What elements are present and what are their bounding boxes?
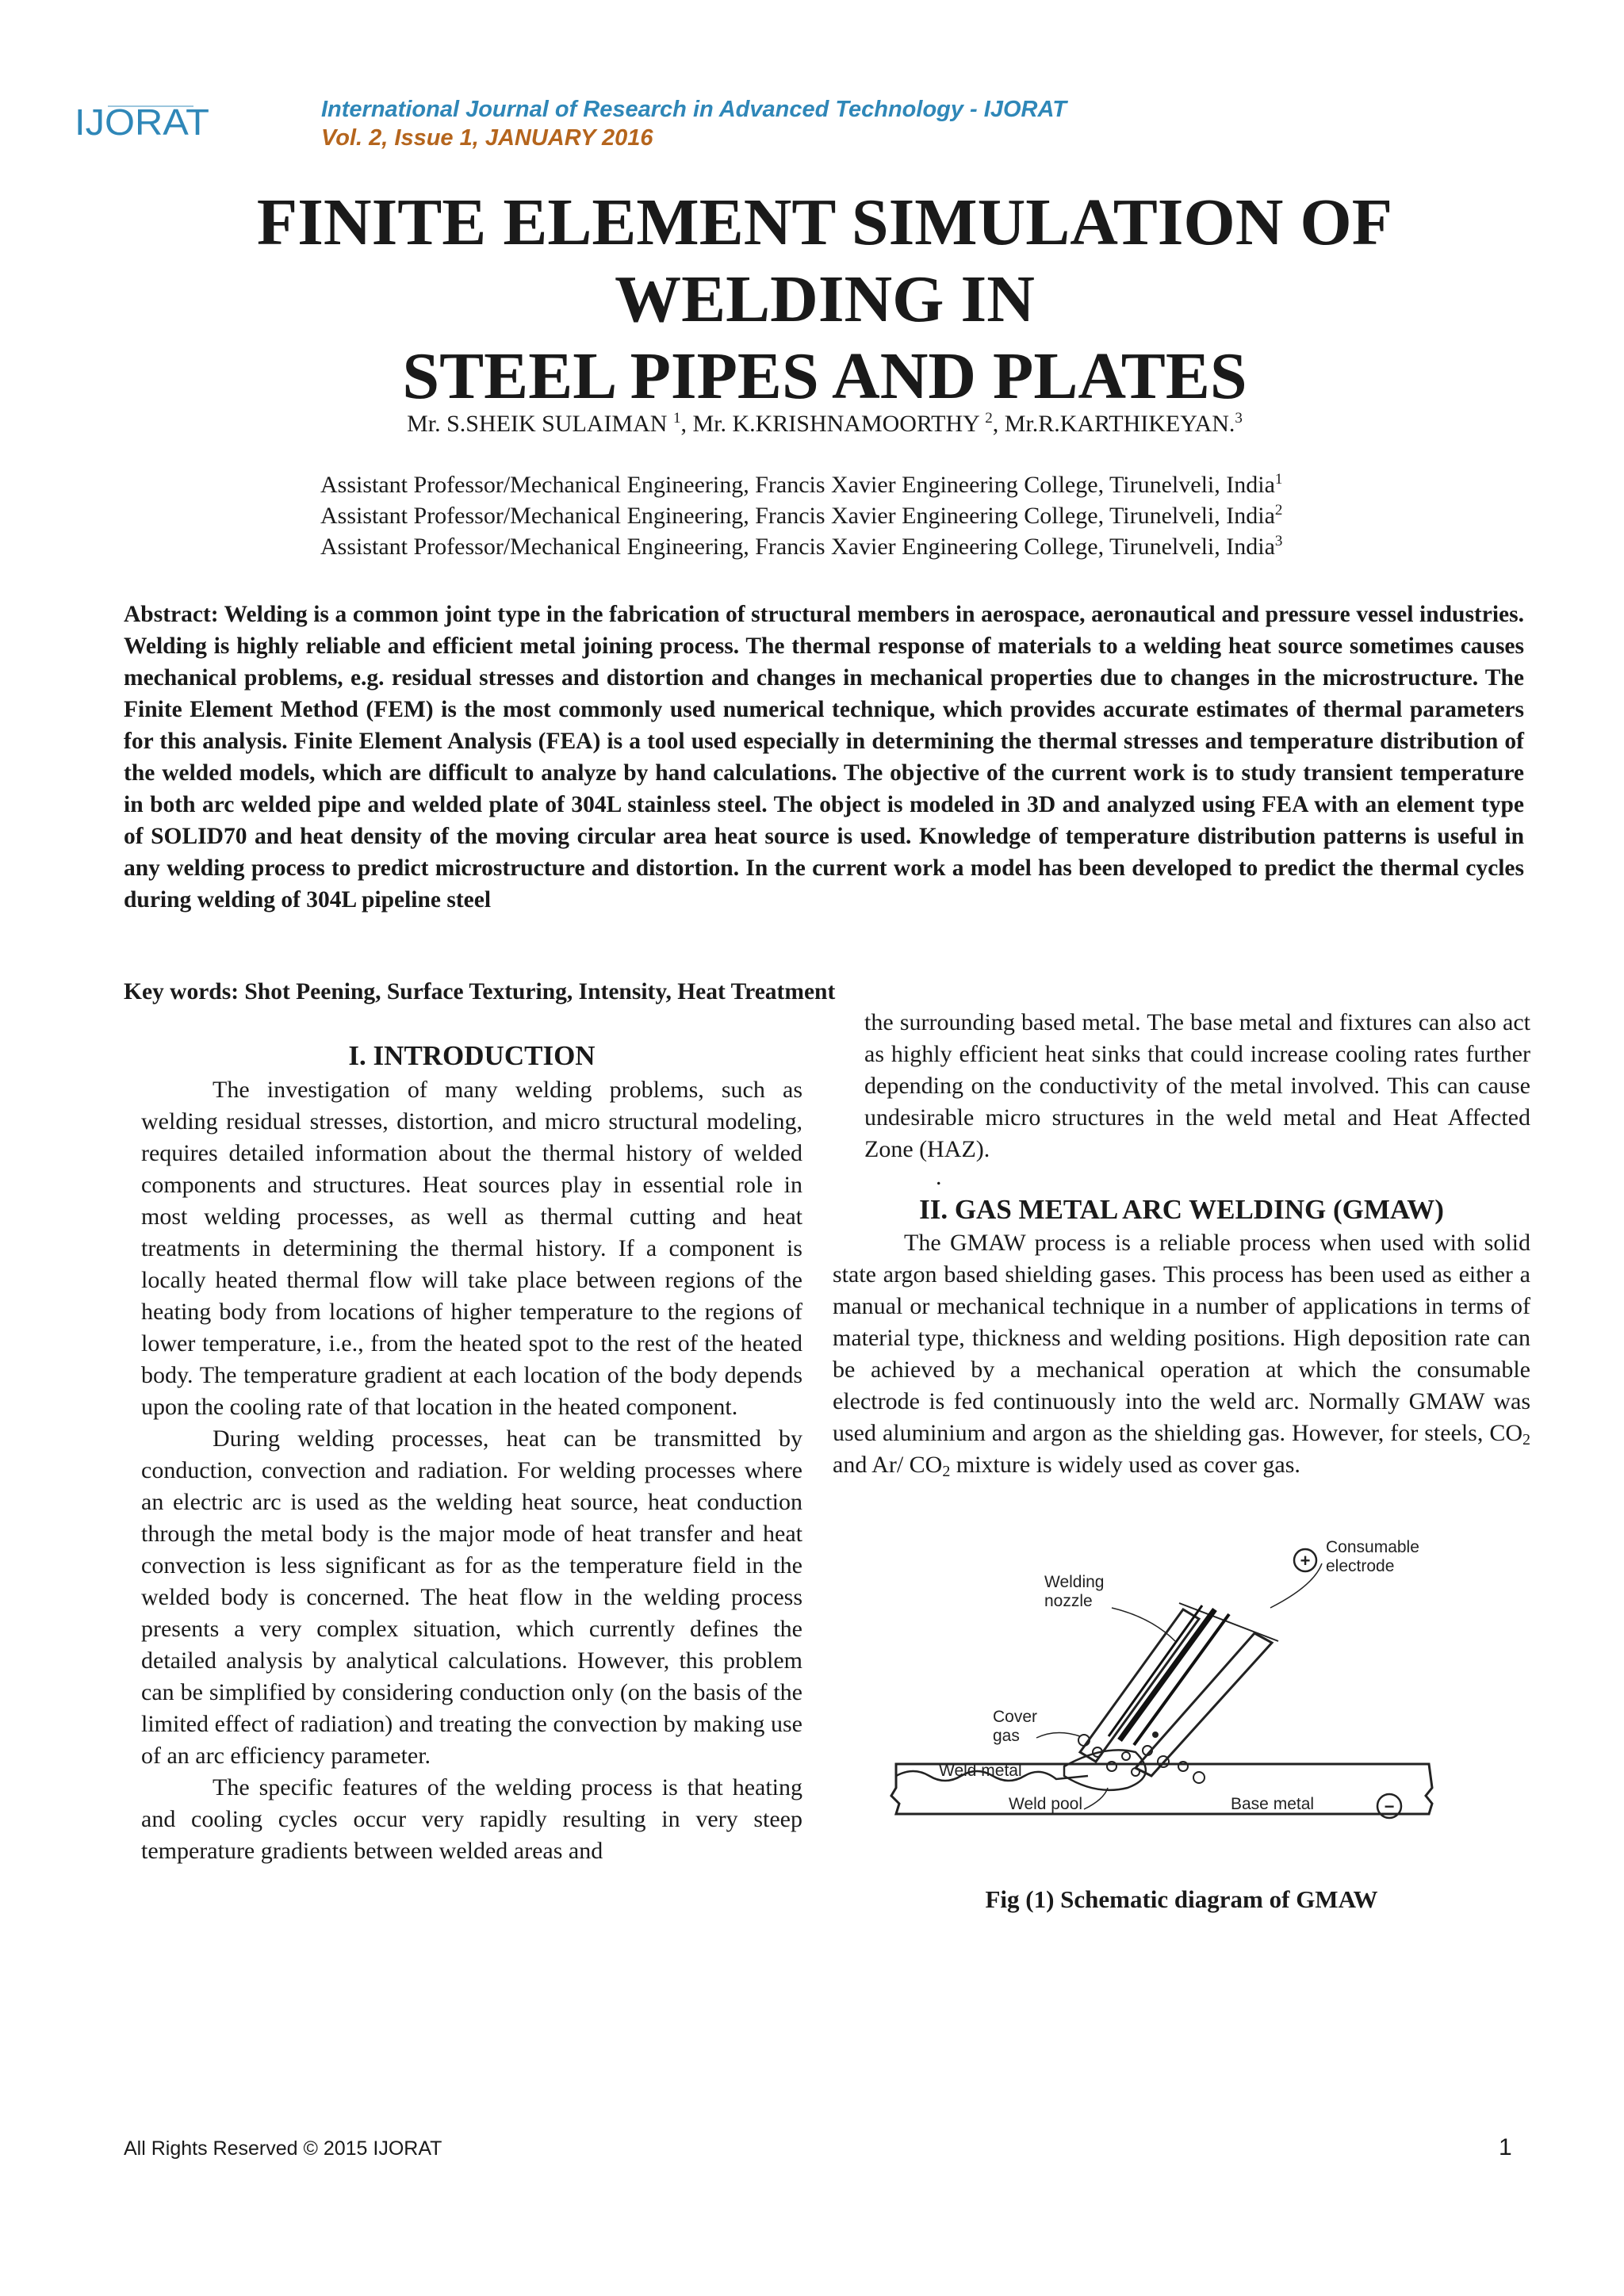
paragraph: During welding processes, heat can be transmitted by conduction, convection and radiation. For welding processes where an electric arc is used as the welding heat source, heat conduction through the metal body is the major mode of heat transfer and heat convection is less significant as for as the temperature field in the welded body is concerned. The heat flow in the welding process presents a very complex situation, which currently defines the detailed analysis by analytical calculations. However, this problem can be simplified by considering conduction only (on the basis of the limited effect of radiation) and treating the convection by making use of an arc efficiency parameter. — [141, 1425, 802, 1769]
figure-label: Consumable — [1326, 1538, 1419, 1556]
author-name: , Mr. K.KRISHNAMOORTHY — [680, 411, 986, 437]
title-line: FINITE ELEMENT SIMULATION OF — [256, 186, 1393, 259]
paragraph: The specific features of the welding process is that heating and cooling cycles occur very rapidly resulting in very steep temperature gradients between welded areas and — [141, 1774, 802, 1864]
journal-issue: Vol. 2, Issue 1, JANUARY 2016 — [321, 125, 653, 151]
figure-label: electrode — [1326, 1557, 1395, 1575]
title-line: STEEL PIPES AND PLATES — [402, 339, 1247, 413]
author-affiliation-mark: 2 — [985, 410, 993, 427]
author-name: Mr. S.SHEIK SULAIMAN — [407, 411, 673, 437]
figure-label: Base metal — [1231, 1795, 1315, 1813]
section-heading-introduction: I. INTRODUCTION — [348, 1040, 596, 1071]
gmaw-body — [833, 1227, 1530, 1481]
paragraph-text: The GMAW process is a reliable process when used with solid state argon based shielding gases. This process has been used as either a manual or mechanical technique in a number of applications in terms of material type, thickness and welding positions. High deposition rate can be achieved by a mechanical operation at which the consumable electrode is fed continuously into the weld arc. Normally GMAW was used aluminium and argon as the shielding gas. However, for steels, CO — [833, 1230, 1530, 1446]
figure-caption: Fig (1) Schematic diagram of GMAW — [985, 1885, 1378, 1913]
introduction-continuation: the surrounding based metal. The base metal and fixtures can also act as highly efficient heat sinks that could increase cooling rates further depending on the conductivity of the metal involved. This can cause undesirable micro structures in the weld metal and Heat Affected Zone (HAZ). — [864, 1009, 1530, 1162]
paragraph-text: and Ar/ CO — [833, 1452, 943, 1478]
figure-label: nozzle — [1044, 1592, 1093, 1610]
affiliation-line — [320, 469, 1282, 500]
author-name: , Mr.R.KARTHIKEYAN. — [992, 411, 1235, 437]
paper-title — [182, 184, 1467, 415]
gmaw-schematic-figure — [882, 1514, 1453, 1855]
figure-label: Weld metal — [939, 1762, 1022, 1780]
affiliation-mark: 3 — [1274, 533, 1283, 549]
author-affiliation-mark: 3 — [1235, 410, 1243, 427]
title-line: WELDING IN — [615, 262, 1035, 336]
journal-logo — [75, 94, 216, 149]
affiliation-mark: 1 — [1274, 471, 1283, 488]
subscript: 2 — [1522, 1431, 1530, 1448]
negative-terminal-symbol: − — [1384, 1797, 1395, 1816]
affiliation-line — [320, 531, 1282, 562]
affiliation-text: Assistant Professor/Mechanical Engineering, Francis Xavier Engineering College, Tirunelveli, India — [320, 503, 1275, 529]
page-number: 1 — [1499, 2134, 1512, 2160]
figure-label: Welding — [1044, 1573, 1105, 1591]
author-list — [182, 411, 1467, 438]
logo-text: IJORAT — [75, 101, 209, 143]
affiliation-text: Assistant Professor/Mechanical Engineering, Francis Xavier Engineering College, Tirunelveli, India — [320, 472, 1275, 498]
paragraph: The investigation of many welding problems, such as welding residual stresses, distortion, and micro structural modeling, requires detailed information about the thermal history of welded components and structures. Heat sources play in essential role in most welding processes, as well as thermal cutting and heat treatments in determining the thermal history. If a component is locally heated thermal flow will take place between regions of the heating body from locations of higher temperature to the regions of lower temperature, i.e., from the heated spot to the rest of the heated body. The temperature gradient at each location of the body depends upon the cooling rate of that location in the heated component. — [141, 1077, 802, 1420]
footer-copyright: All Rights Reserved © 2015 IJORAT — [124, 2137, 442, 2160]
keywords: Key words: Shot Peening, Surface Texturing, Intensity, Heat Treatment — [124, 979, 836, 1004]
journal-title: International Journal of Research in Advanced Technology - IJORAT — [321, 97, 1067, 122]
figure-label: Weld pool — [1009, 1795, 1083, 1813]
paragraph-text: mixture is widely used as cover gas. — [950, 1452, 1300, 1478]
abstract: Abstract: Welding is a common joint type in the fabrication of structural members in aerospace, aeronautical and pressure vessel industries. Welding is highly reliable and efficient metal joining process. The thermal response of materials to a welding heat source sometimes causes mechanical problems, e.g. residual stresses and distortion and changes in mechanical properties due to changes in the microstructure. The Finite Element Method (FEM) is the most commonly used numerical technique, which provides accurate estimates of thermal parameters for this analysis. Finite Element Analysis (FEA) is a tool used especially in determining the thermal stresses and temperature distribution of the welded models, which are difficult to analyze by hand calculations. The objective of the current work is to study transient temperature in both arc welded pipe and welded plate of 304L stainless steel. The object is modeled in 3D and analyzed using FEA with an element type of SOLID70 and heat density of the moving circular area heat source is used. Knowledge of temperature distribution patterns is useful in any welding process to predict microstructure and distortion. In the current work a model has been developed to predict the thermal cycles during welding of 304L pipeline steel — [124, 602, 1524, 913]
figure-label: gas — [993, 1727, 1020, 1745]
positive-terminal-symbol: + — [1300, 1551, 1311, 1571]
author-affiliation-mark: 1 — [672, 410, 681, 427]
section-heading-gmaw: II. GAS METAL ARC WELDING (GMAW) — [919, 1194, 1444, 1225]
subscript: 2 — [942, 1463, 951, 1480]
affiliation-mark: 2 — [1274, 502, 1283, 519]
affiliation-line — [320, 500, 1282, 531]
introduction-body — [141, 1074, 802, 1867]
figure-label: Cover — [993, 1708, 1038, 1726]
affiliation-text: Assistant Professor/Mechanical Engineering, Francis Xavier Engineering College, Tirunelveli, India — [320, 534, 1275, 560]
paragraph — [833, 1227, 1530, 1481]
stray-dot: . — [936, 1164, 942, 1190]
affiliation-list — [320, 469, 1282, 562]
